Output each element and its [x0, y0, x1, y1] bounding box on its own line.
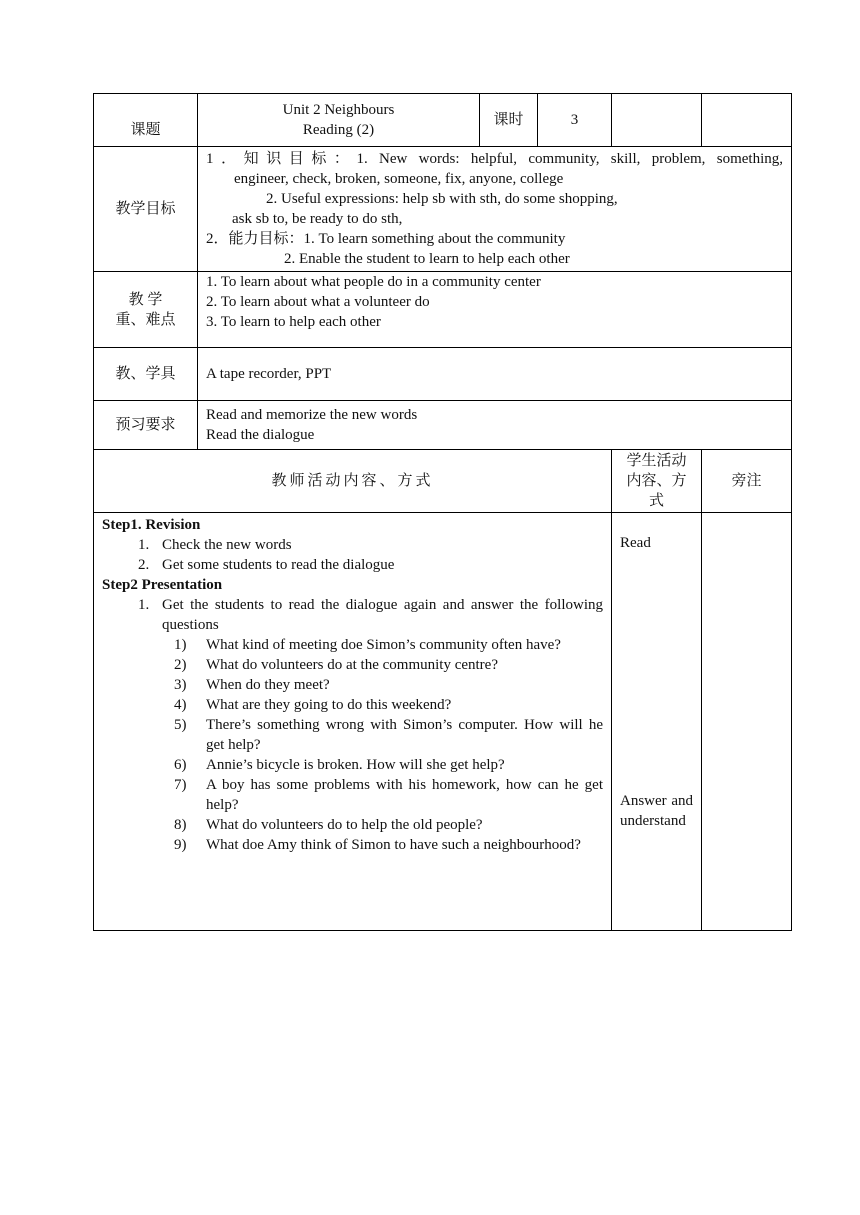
student-activity-content	[612, 513, 702, 931]
notes-header: 旁注	[702, 450, 792, 513]
activity-header-row	[94, 450, 792, 513]
topic-row	[94, 94, 792, 147]
key-points-row	[94, 272, 792, 348]
blank-cell-2	[702, 94, 792, 147]
preview-label: 预习要求	[94, 401, 198, 450]
preview-line-1: Read and memorize the new words	[206, 407, 418, 423]
ability-goal-line: 2．能力目标：1. To learn something about the community	[206, 231, 566, 247]
question-item: 4) What are they going to do this weekend?	[174, 697, 452, 713]
key-point-3: 3. To learn to help each other	[206, 314, 381, 330]
student-read: Read	[620, 535, 651, 551]
question-item: 9) What doe Amy think of Simon to have such a neighbourhood?	[174, 837, 581, 853]
question-item: 3) When do they meet?	[174, 677, 330, 693]
question-item: 5) There’s something wrong with Simon’s computer. How will he get help?	[174, 717, 603, 753]
question-item: 7) A boy has some problems with his homework, how can he get help?	[174, 777, 603, 813]
spacer	[620, 553, 693, 791]
tools-row	[94, 348, 792, 401]
preview-row	[94, 401, 792, 450]
tools-value: A tape recorder, PPT	[198, 348, 792, 401]
topic-label: 课题	[94, 94, 198, 147]
question-item: 2) What do volunteers do at the community centre?	[174, 657, 498, 673]
period-label: 课时	[480, 94, 538, 147]
topic-line-1: Unit 2 Neighbours	[282, 102, 395, 118]
student-activity-header: 学生活动内容、方式	[612, 450, 702, 513]
expressions-line: 2. Useful expressions: help sb with sth, do some shopping,	[266, 191, 618, 207]
step2-title: Step2 Presentation	[102, 577, 223, 593]
blank-cell-1	[612, 94, 702, 147]
key-point-2: 2. To learn about what a volunteer do	[206, 294, 430, 310]
notes-content	[702, 513, 792, 931]
objectives-label: 教学目标	[94, 147, 198, 272]
topic-line-2: Reading (2)	[302, 122, 375, 138]
student-answer-line-1: Answer and	[620, 793, 693, 809]
objectives-content	[198, 147, 792, 272]
student-answer-line-2: understand	[620, 813, 686, 829]
preview-line-2: Read the dialogue	[206, 427, 315, 443]
knowledge-goal-cont: engineer, check, broken, someone, fix, anyone, college	[234, 171, 564, 187]
lesson-plan-table	[93, 93, 792, 931]
objectives-row	[94, 147, 792, 272]
list-item: 2. Get some students to read the dialogue	[138, 557, 395, 573]
list-item: 1. Get the students to read the dialogue again and answer the following questions	[138, 597, 603, 633]
tools-label: 教、学具	[94, 348, 198, 401]
activity-content-row	[94, 513, 792, 931]
period-value: 3	[538, 94, 612, 147]
step1-title: Step1. Revision	[102, 517, 201, 533]
question-item: 6) Annie’s bicycle is broken. How will she get help?	[174, 757, 505, 773]
question-item: 1) What kind of meeting doe Simon’s community often have?	[174, 637, 561, 653]
teacher-activity-content	[94, 513, 612, 931]
ability-goal-2: 2. Enable the student to learn to help each other	[284, 251, 570, 267]
question-item: 8) What do volunteers do to help the old people?	[174, 817, 483, 833]
key-point-1: 1. To learn about what people do in a community center	[206, 274, 541, 290]
preview-content	[198, 401, 792, 450]
expressions-cont: ask sb to, be ready to do sth,	[232, 211, 403, 227]
knowledge-goal-line: 1．知识目标：1. New words: helpful, community, skill, problem, something,	[206, 151, 783, 167]
list-item: 1. Check the new words	[138, 537, 292, 553]
teacher-activity-header: 教师活动内容、方式	[94, 450, 612, 513]
key-points-label: 教 学 重、难点	[94, 272, 198, 348]
topic-value	[198, 94, 480, 147]
key-points-content	[198, 272, 792, 348]
